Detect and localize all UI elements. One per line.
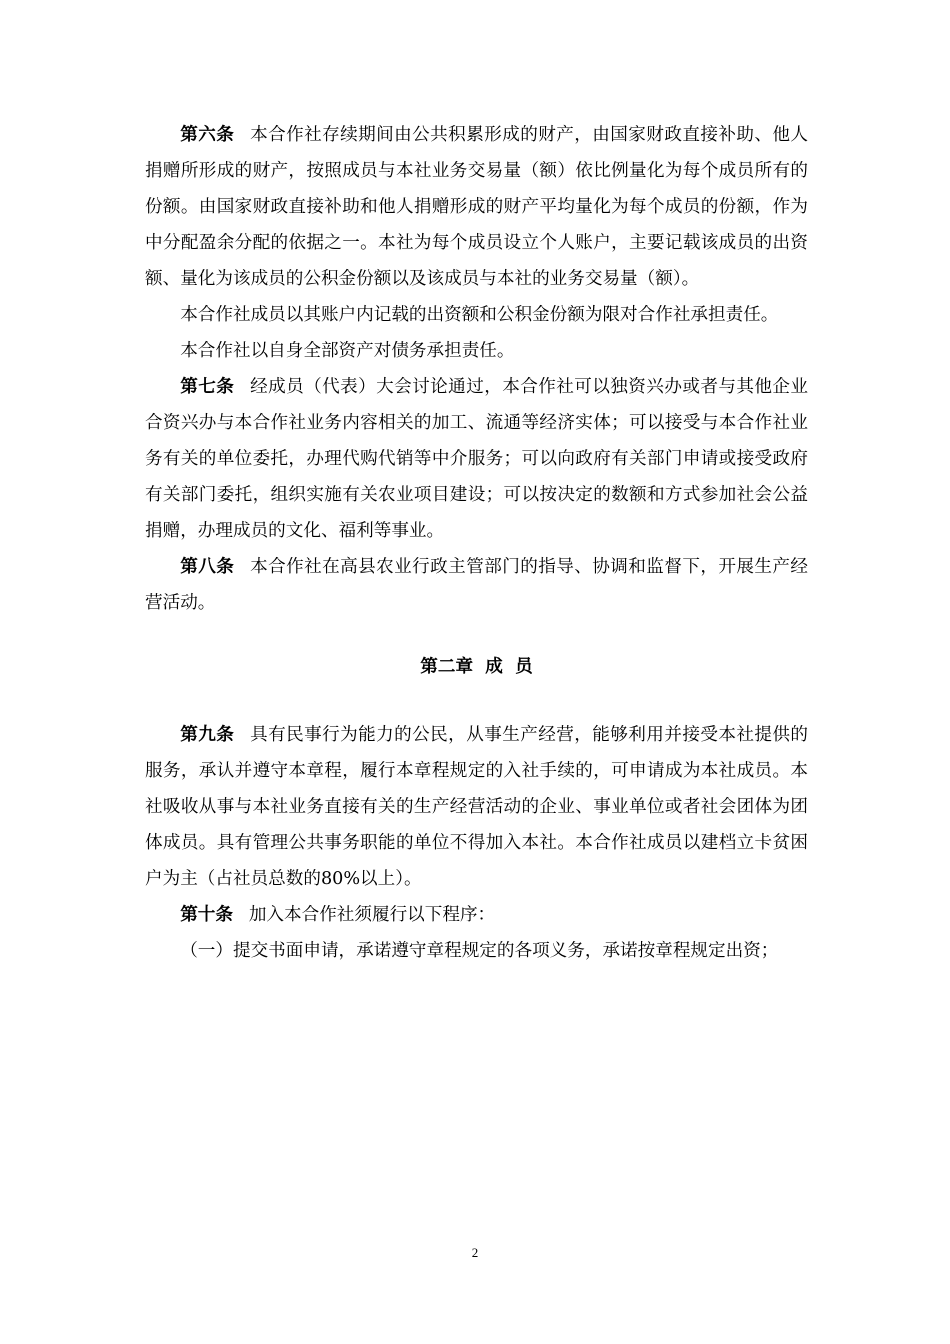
article-8 xyxy=(145,549,808,621)
article-10-label: 第十条 xyxy=(180,904,233,925)
article-10-text: 加入本合作社须履行以下程序： xyxy=(248,905,496,925)
article-9-label: 第九条 xyxy=(180,724,235,745)
document-body xyxy=(145,117,808,969)
article-7 xyxy=(145,369,808,549)
page-number: 2 xyxy=(471,1245,479,1260)
chapter-heading: 第二章 成 员 xyxy=(420,656,533,677)
article-7-text: 经成员（代表）大会讨论通过，本合作社可以独资兴办或者与其他企业合资兴办与本合作社业务内容相关的加工、流通等经济实体；可以接受与本合作社业务有关的单位委托，办理代购代销等中介服务；可以向政府有关部门申请或接受政府有关部门委托，组织实施有关农业项目建设；可以按决定的数额和方式参加社会公益捐赠，办理成员的文化、福利等事业。 xyxy=(145,377,808,541)
article-6-paragraph-3: 本合作社以自身全部资产对债务承担责任。 xyxy=(180,341,515,361)
article-10-item-1: （一）提交书面申请，承诺遵守章程规定的各项义务，承诺按章程规定出资； xyxy=(180,941,779,961)
article-8-label: 第八条 xyxy=(180,556,235,577)
article-9 xyxy=(145,717,808,897)
article-8-text: 本合作社在高县农业行政主管部门的指导、协调和监督下，开展生产经营活动。 xyxy=(145,557,808,613)
article-6-label: 第六条 xyxy=(180,124,235,145)
article-6 xyxy=(145,117,808,297)
article-6-paragraph-2: 本合作社成员以其账户内记载的出资额和公积金份额为限对合作社承担责任。 xyxy=(180,305,779,325)
article-9-text: 具有民事行为能力的公民，从事生产经营，能够利用并接受本社提供的服务，承认并遵守本章程，履行本章程规定的入社手续的，可申请成为本社成员。本社吸收从事与本社业务直接有关的生产经营活动的企业、事业单位或者社会团体为团体成员。具有管理公共事务职能的单位不得加入本社。本合作社成员以建档立卡贫困户为主（占社员总数的80%以上）。 xyxy=(145,725,808,889)
article-6-text: 本合作社存续期间由公共积累形成的财产，由国家财政直接补助、他人捐赠所形成的财产，按照成员与本社业务交易量（额）依比例量化为每个成员所有的份额。由国家财政直接补助和他人捐赠形成的财产平均量化为每个成员的份额，作为中分配盈余分配的依据之一。本社为每个成员设立个人账户，主要记载该成员的出资额、量化为该成员的公积金份额以及该成员与本社的业务交易量（额）。 xyxy=(145,125,808,289)
article-7-label: 第七条 xyxy=(180,376,235,397)
article-10 xyxy=(145,897,808,933)
